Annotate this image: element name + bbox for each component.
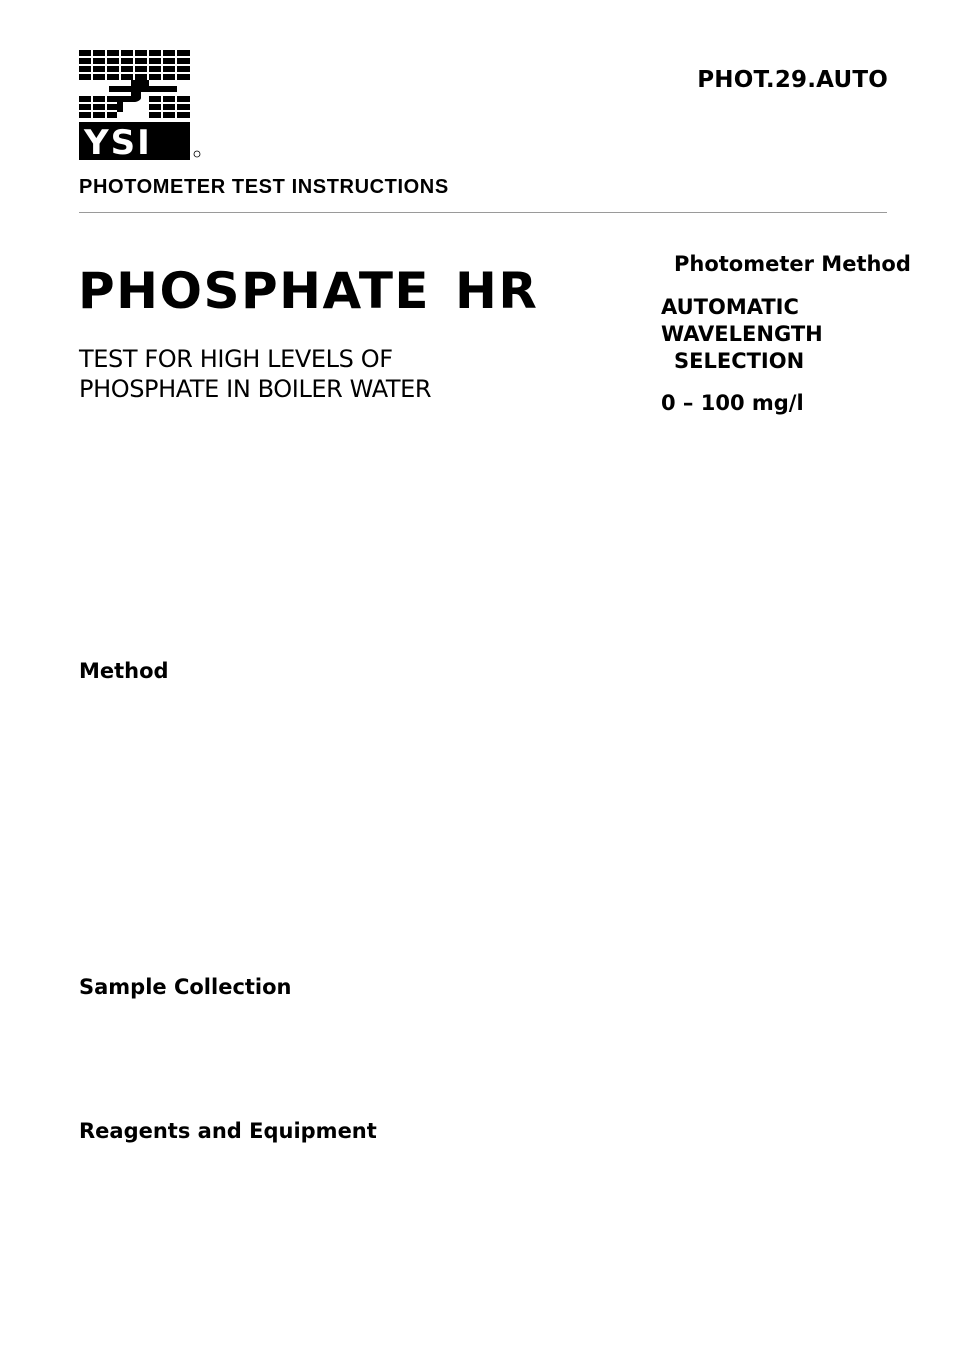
document-code: PHOT.29.AUTO bbox=[697, 67, 888, 93]
ysi-logo bbox=[79, 50, 203, 160]
wavelength-line-2: WAVELENGTH bbox=[661, 322, 823, 346]
header-divider bbox=[79, 212, 887, 213]
section-heading-reagents-equipment: Reagents and Equipment bbox=[79, 1119, 377, 1143]
subtitle-line-2: PHOSPHATE IN BOILER WATER bbox=[79, 375, 432, 403]
measurement-range: 0 – 100 mg/l bbox=[661, 391, 804, 415]
section-heading-sample-collection: Sample Collection bbox=[79, 975, 292, 999]
page-title: PHOSPHATE HR bbox=[78, 262, 539, 320]
subtitle-line-1: TEST FOR HIGH LEVELS OF bbox=[79, 345, 393, 373]
wavelength-selection bbox=[661, 294, 823, 375]
wavelength-line-1: AUTOMATIC bbox=[661, 295, 799, 319]
section-heading-method: Method bbox=[79, 659, 169, 683]
document-type: PHOTOMETER TEST INSTRUCTIONS bbox=[79, 176, 449, 198]
photometer-method-label: Photometer Method bbox=[674, 252, 911, 276]
registered-mark-icon bbox=[194, 151, 200, 157]
wavelength-line-3: SELECTION bbox=[674, 349, 805, 373]
logo-wordmark: YSI bbox=[84, 123, 152, 160]
page-subtitle bbox=[79, 344, 431, 404]
